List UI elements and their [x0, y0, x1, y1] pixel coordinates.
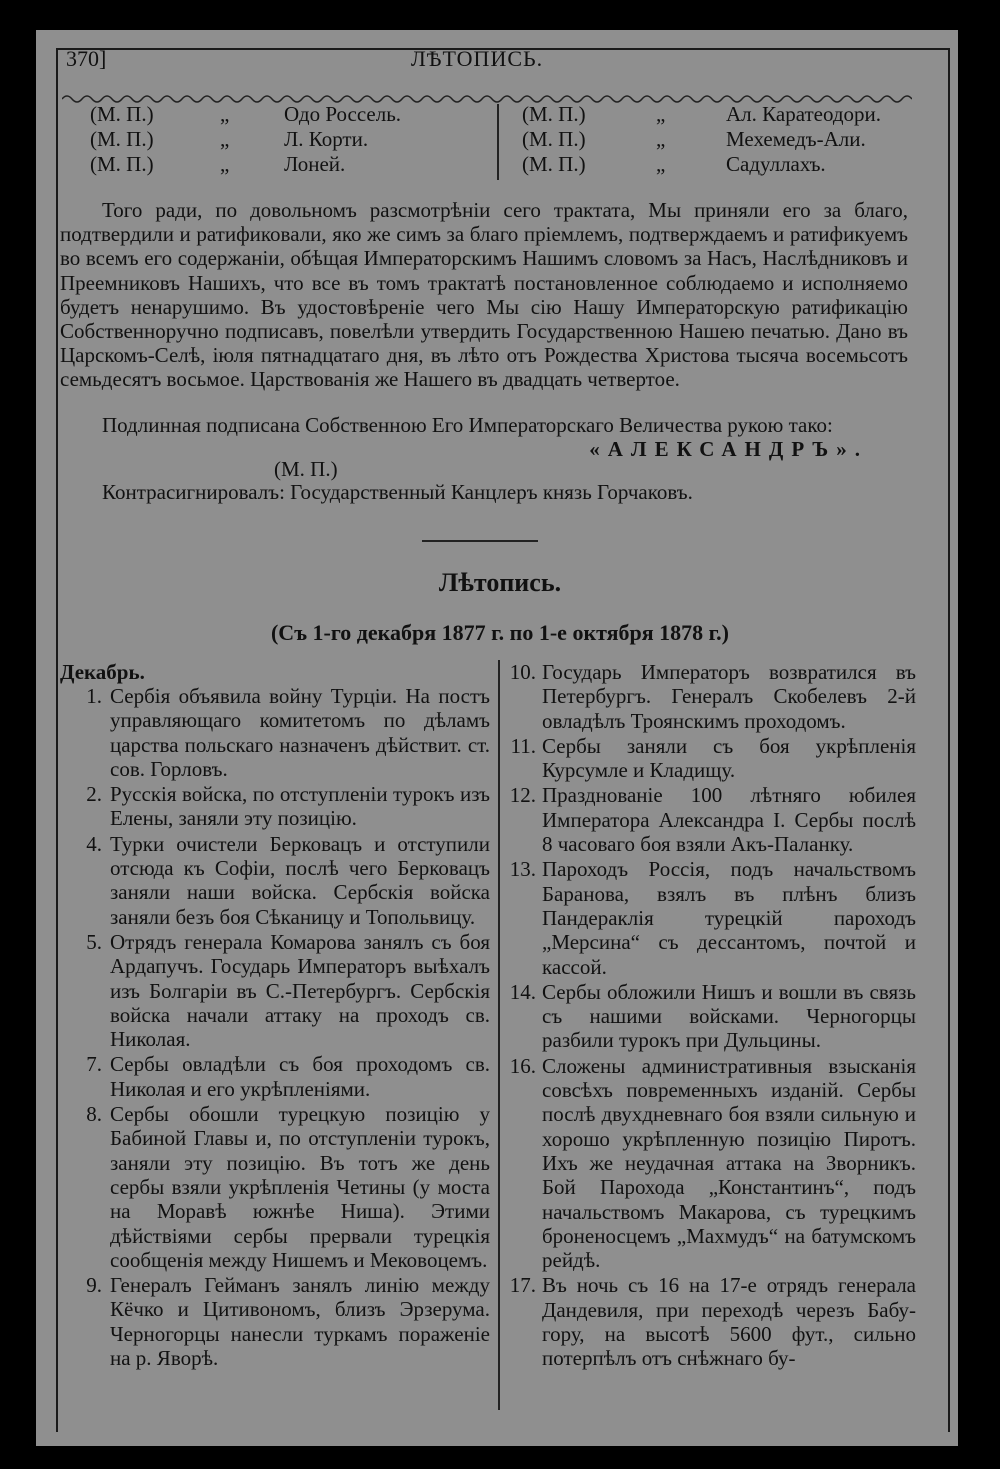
- signatories-divider: [497, 104, 499, 180]
- entry-text: Государь Императоръ возвратился въ Петербургъ. Генералъ Скобелевъ 2-й овладѣлъ Троянскимъ проходомъ.: [542, 660, 916, 733]
- seal-mark: (М. П.): [522, 102, 586, 126]
- entry-date: 1.: [86, 684, 102, 708]
- entry-date: 2.: [86, 782, 102, 807]
- running-title: ЛѢТОПИСЬ.: [410, 46, 544, 71]
- chronicle-entry: [60, 684, 490, 781]
- entry-text: Пароходъ Россія, подъ начальствомъ Баранова, взялъ въ плѣнъ близъ Пандераклія турецкій пароходъ „Мерсина“ съ дессантомъ, почтой и кассой.: [542, 857, 916, 979]
- ditto-mark: „: [656, 152, 666, 176]
- signature-block: [102, 413, 912, 461]
- chronicle-entry: [502, 1273, 916, 1370]
- seal-mark: (М. П.): [90, 152, 154, 176]
- signatory-row: [90, 152, 910, 177]
- signature-name: «АЛЕКСАНДРЪ».: [589, 437, 868, 461]
- section-subtitle: (Съ 1-го декабря 1877 г. по 1-е октября 1878 г.): [270, 620, 730, 645]
- column-divider: [498, 660, 500, 1410]
- signatory-name: Мехемедъ-Али.: [726, 127, 866, 151]
- entry-text: Празднованіе 100 лѣтняго юбилея Императора Александра I. Сербы послѣ 8 часоваго боя взяли Акъ-Паланку.: [542, 783, 916, 857]
- entry-date: 5.: [86, 929, 102, 954]
- seal-mark: (М. П.): [522, 152, 586, 176]
- ditto-mark: „: [220, 102, 230, 126]
- entry-text: Сербы заняли съ боя укрѣпленія Курсумле и Кладищу.: [542, 733, 916, 783]
- ditto-mark: „: [220, 152, 230, 176]
- page-header: [52, 38, 902, 72]
- signatory-name: Лоней.: [284, 152, 346, 176]
- entry-date: 11.: [510, 733, 536, 758]
- chronicle-entry: [60, 930, 490, 1051]
- entry-date: 13.: [509, 857, 536, 882]
- ditto-mark: „: [656, 102, 666, 126]
- page-number: 370]: [66, 46, 107, 71]
- signatory-name: Ал. Каратеодори.: [726, 102, 882, 126]
- ditto-mark: „: [220, 127, 230, 151]
- entry-text: Генералъ Гейманъ занялъ линію между Кёчко и Цитивономъ, близъ Эрзерума. Черногорцы нанесли туркамъ пораженіе на р. Яворѣ.: [110, 1273, 490, 1371]
- signatory-name: Одо Россель.: [284, 102, 402, 126]
- chronicle-left-column: [60, 660, 490, 1371]
- entry-text: Отрядъ генерала Комарова занялъ съ боя Ардапучъ. Государь Императоръ выѣхалъ изъ Болгаріи въ С.-Петербургъ. Сербскія войска начали аттаку на проходъ св. Николая.: [110, 929, 490, 1052]
- chronicle-entry: [502, 734, 916, 783]
- signatory-row: [90, 102, 910, 127]
- seal-mark: (М. П.): [90, 127, 154, 151]
- seal-mark: (М. П.): [522, 127, 586, 151]
- chronicle-entry: [502, 980, 916, 1053]
- section-title: Лѣтопись.: [438, 568, 562, 597]
- signatory-row: [90, 127, 910, 152]
- entry-date: 17.: [509, 1273, 536, 1298]
- entry-text: Турки очистели Берковацъ и отступили отсюда къ Софіи, послѣ чего Берковацъ заняли наши войска. Сербскія войска заняли безъ боя Сѣканицу и Топольвицу.: [110, 831, 490, 929]
- entry-date: 14.: [509, 979, 536, 1004]
- section-rule: [422, 540, 538, 542]
- signatory-name: Садуллахъ.: [726, 152, 826, 176]
- entry-date: 16.: [509, 1053, 536, 1078]
- seal-mark: (М. П.): [274, 457, 338, 481]
- entry-date: 12.: [509, 783, 536, 808]
- signatory-name: Л. Корти.: [284, 127, 369, 151]
- entry-date: 9.: [86, 1273, 102, 1298]
- entry-text: Сербы овладѣли съ боя проходомъ св. Николая и его укрѣпленіями.: [110, 1052, 490, 1101]
- chronicle-entry: [60, 832, 490, 929]
- countersign-line: Контрасигнировалъ: Государственный Канцлеръ князь Горчаковъ.: [102, 480, 693, 504]
- entry-text: Въ ночь съ 16 на 17-е отрядъ генерала Дандевиля, при переходѣ черезъ Бабу-гору, на высотѣ 5600 фут., сильно потерпѣлъ отъ снѣжнаго бу-: [542, 1273, 916, 1371]
- chronicle-entry: [60, 1052, 490, 1101]
- entry-date: 7.: [86, 1052, 102, 1077]
- chronicle-entry: [502, 857, 916, 978]
- ditto-mark: „: [656, 127, 666, 151]
- chronicle-entry: [60, 1273, 490, 1370]
- entry-text: Сербы обложили Нишъ и вошли въ связь съ нашими войсками. Черногорцы разбили турокъ при Дульцины.: [542, 979, 916, 1053]
- chronicle-entry: [502, 783, 916, 856]
- entry-date: 10.: [509, 660, 536, 684]
- entry-text: Сербы обошли турецкую позицію у Бабиной Главы и, по отступленіи турокъ, заняли эту позицію. Въ тотъ же день сербы взяли укрѣпленія Четины (у моста на Моравѣ южнѣе Ниша). Этими дѣйствіями сербы прервали турецкія сообщенія между Нишемъ и Мековоцемъ.: [110, 1102, 490, 1272]
- chronicle-entry: [60, 1102, 490, 1272]
- ratification-paragraph: [60, 198, 908, 392]
- chronicle-entry: [502, 1054, 916, 1273]
- entry-text: Сербія объявила войну Турціи. На постъ управляющаго комитетомъ по дѣламъ царства польскаго назначенъ дѣйствит. ст. сов. Горловъ.: [110, 684, 490, 781]
- chronicle-right-column: [502, 660, 916, 1372]
- signatories-table: [90, 102, 910, 177]
- entry-text: Сложены административныя взысканія совсѣхъ повременныхъ изданій. Сербы послѣ двухдневнаго боя взяли сильную и хорошо укрѣпленную позицію Пиротъ. Ихъ же неудачная аттака на Зворникъ. Бой Парохода „Константинъ“, подъ начальствомъ Макарова, съ турецкимъ броненосцемъ „Махмудъ“ на батумскомъ рейдѣ.: [542, 1053, 916, 1273]
- seal-mark: (М. П.): [90, 102, 154, 126]
- chronicle-entry: [502, 660, 916, 733]
- ratification-text: Того ради, по довольномъ разсмотрѣніи сего трактата, Мы приняли его за благо, подтвердили и ратификовали, яко же симъ за благо пріемлемъ, подтверждаемъ и ратификуемъ во всемъ его содержаніи, обѣщая Императорскимъ Нашимъ словомъ за Насъ, Наслѣдниковъ и Преемниковъ Нашихъ, что все въ томъ трактатѣ постановленное соблюдаемо и исполняемо будетъ ненарушимо. Въ удостовѣреніе чего Мы сію Нашу Императорскую ратификацію Собственноручно подписавъ, повелѣли утвердить Государственною Нашею печатью. Дано въ Царскомъ-Селѣ, іюля пятнадцатаго дня, въ лѣто отъ Рождества Христова тысяча восемьсотъ семьдесятъ восьмое. Царствованія же Нашего въ двадцать четвертое.: [60, 198, 908, 392]
- entry-text: Русскія войска, по отступленіи турокъ изъ Елены, заняли эту позицію.: [110, 782, 490, 831]
- entry-date: 4.: [86, 831, 102, 856]
- month-heading: Декабрь.: [60, 660, 145, 684]
- signature-line: Подлинная подписана Собственною Его Императорскаго Величества рукою тако:: [102, 413, 833, 437]
- entry-date: 8.: [86, 1102, 102, 1127]
- chronicle-entry: [60, 782, 490, 831]
